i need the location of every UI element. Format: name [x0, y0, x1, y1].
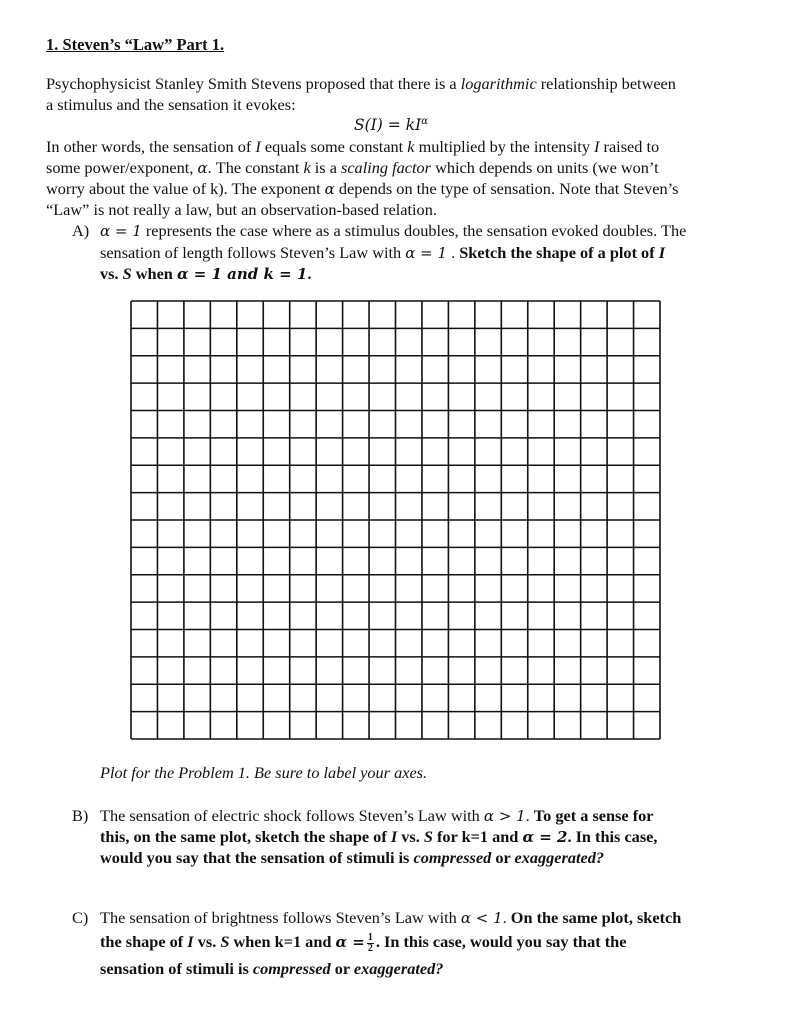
math-alpha-gt-1: α > 1 — [483, 807, 526, 825]
intro-text: Psychophysicist Stanley Smith Stevens proposed that there is a — [46, 74, 461, 93]
fraction-denominator: 2 — [367, 942, 373, 954]
text: . — [525, 806, 534, 825]
partA-line-3 — [100, 263, 311, 285]
var-k: k — [303, 158, 311, 177]
text: The sensation of electric shock follows Steven’s Law with — [100, 806, 484, 825]
text: worry about the value of k). The exponent — [46, 179, 325, 198]
var-I: I — [390, 827, 398, 846]
var-I: I — [255, 137, 261, 156]
text: . In this case, — [567, 827, 658, 846]
var-I: I — [187, 932, 194, 951]
italic-scaling-factor: scaling factor — [341, 158, 431, 177]
text: multiplied by the intensity — [414, 137, 595, 156]
italic-exaggerated: exaggerated? — [514, 848, 604, 867]
math-alpha-lt-1: α < 1 — [460, 909, 503, 927]
text: vs. — [397, 827, 424, 846]
equation-exponent: α — [421, 116, 428, 127]
text: represents the case where as a stimulus doubles, the sensation evoked doubles. The — [141, 221, 687, 240]
bold-instruction: On the same plot, sketch — [510, 908, 682, 927]
text: sensation of stimuli is — [100, 959, 253, 978]
text: . The constant — [207, 158, 304, 177]
italic-exaggerated: exaggerated? — [353, 959, 444, 978]
text: sensation of length follows Steven’s Law with — [100, 243, 406, 262]
intro-text: relationship between — [536, 74, 676, 93]
partC-line-2 — [100, 931, 626, 954]
text: depends on the type of sensation. Note that Steven’s — [334, 179, 679, 198]
partB-label: B) — [72, 806, 89, 825]
var-S: S — [122, 264, 132, 283]
math-alpha-eq-1: α = 1 — [100, 222, 142, 240]
text: The sensation of brightness follows Steven’s Law with — [100, 908, 461, 927]
var-S: S — [220, 932, 230, 951]
explain-line-4: “Law” is not really a law, but an observation-based relation. — [46, 200, 437, 219]
math-alpha-eq-1: α = 1 — [405, 244, 448, 262]
partA-line-1 — [100, 220, 686, 242]
fraction-numerator: 1 — [367, 931, 373, 943]
bold-instruction: To get a sense for — [533, 806, 654, 825]
italic-compressed: compressed — [413, 848, 492, 867]
text: In other words, the sensation of — [46, 137, 256, 156]
text: which depends on units (we won’t — [431, 158, 659, 177]
equation-body: S(I) = kI — [354, 116, 422, 134]
var-k: k — [407, 137, 415, 156]
text: . In this case, would you say that the — [375, 932, 627, 951]
intro-line-1 — [46, 73, 676, 94]
text: this, on the same plot, sketch the shape of — [100, 827, 391, 846]
text: . — [502, 908, 511, 927]
var-S: S — [423, 827, 433, 846]
text: . — [447, 243, 460, 262]
partC-line-3 — [100, 958, 443, 979]
intro-line-2: a stimulus and the sensation it evokes: — [46, 95, 296, 114]
plot-grid[interactable] — [130, 300, 661, 740]
var-I: I — [594, 137, 600, 156]
math-alpha-k: α = 1 and k = 1 — [176, 265, 308, 283]
intro-italic-logarithmic: logarithmic — [460, 74, 537, 93]
fraction-one-half — [367, 933, 374, 954]
text: equals some constant — [260, 137, 408, 156]
stevens-equation — [354, 115, 428, 136]
problem-heading: 1. Steven’s “Law” Part 1. — [46, 35, 225, 54]
text: when — [131, 264, 177, 283]
partA-line-2 — [100, 242, 665, 264]
explain-line-2 — [46, 157, 659, 179]
explain-line-3 — [46, 178, 678, 200]
plot-caption: Plot for the Problem 1. Be sure to label your axes. — [100, 763, 428, 782]
var-I: I — [658, 243, 666, 262]
text: when k=1 and — [229, 932, 336, 951]
partB-line-3 — [100, 847, 604, 868]
italic-compressed: compressed — [252, 959, 331, 978]
text: raised to — [599, 137, 660, 156]
bold-instruction: Sketch the shape of a plot of — [459, 243, 659, 262]
text: vs. — [193, 932, 221, 951]
partB-line-2 — [100, 826, 657, 848]
text: or — [330, 959, 354, 978]
text: the shape of — [100, 932, 188, 951]
text: is a — [310, 158, 341, 177]
text: . — [307, 264, 312, 283]
partA-label: A) — [72, 221, 90, 240]
text: for k=1 and — [432, 827, 523, 846]
math-alpha-eq: α = — [335, 933, 365, 951]
text: or — [491, 848, 515, 867]
partB-line-1 — [100, 805, 653, 827]
partC-line-1 — [100, 907, 681, 929]
text: some power/exponent, — [46, 158, 198, 177]
partC-label: C) — [72, 908, 89, 927]
text: would you say that the sensation of stimuli is — [100, 848, 414, 867]
explain-line-1 — [46, 136, 659, 157]
math-alpha-eq-2: α = 2 — [522, 828, 568, 846]
text: vs. — [100, 264, 123, 283]
var-alpha: α — [197, 159, 208, 177]
var-alpha: α — [324, 180, 335, 198]
